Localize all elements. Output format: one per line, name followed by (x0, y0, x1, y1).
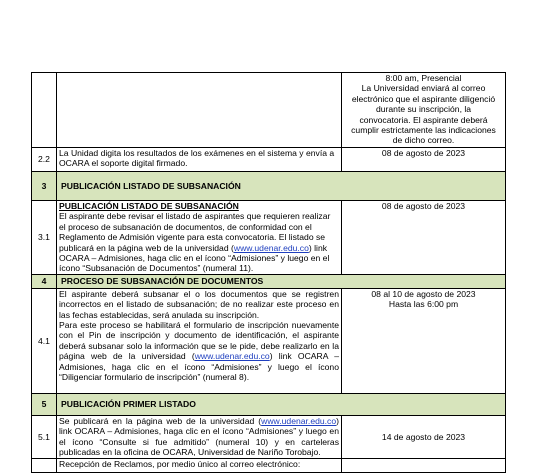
row-description (57, 201, 342, 275)
row-description (57, 415, 342, 458)
row-date: 08 de agosto de 2023 (342, 148, 506, 172)
row-text: El aspirante debe revisar el listado de aspirantes que requieren realizar el proceso de subsanación de documentos, de conformidad con el Reglamento de Admisión vigente para esta convocatoria. El listado se publicará en la página web de la universidad ( (59, 211, 331, 253)
row-date: 14 de agosto de 2023 (342, 415, 506, 458)
table-row (32, 148, 506, 172)
table-row (32, 201, 506, 275)
row-text: ) link OCARA – Admisiones, haga clic en el ícono “Admisiones” y luego en el ícono “Subsanación de Documentos” (numeral 11). (59, 242, 330, 274)
section-number: 4 (32, 274, 57, 288)
section-title: PROCESO DE SUBSANACIÓN DE DOCUMENTOS (57, 274, 506, 288)
row-text: ) link OCARA – Admisiones, haga clic en el ícono “Admisiones” y luego el ícono “Diligenciar formulario de inscripción” (numeral 8). (59, 351, 339, 383)
date-line: La Universidad enviará al correo (361, 83, 486, 94)
udenar-link[interactable]: www.udenar.edu.co (194, 351, 270, 362)
schedule-table (31, 72, 506, 473)
row-heading: PUBLICACIÓN LISTADO DE SUBSANACIÓN (59, 201, 239, 211)
row-date (342, 458, 506, 472)
udenar-link[interactable]: www.udenar.edu.co (233, 242, 309, 253)
row-number: 3.1 (32, 201, 57, 275)
date-line: cumplir estrictamente las indicaciones (351, 125, 496, 136)
row-description (57, 73, 342, 148)
row-description: La Unidad digita los resultados de los exámenes en el sistema y envía a OCARA el soporte digital firmado. (57, 148, 342, 172)
row-description: Recepción de Reclamos, por medio único al correo electrónico: (57, 458, 342, 472)
date-line: convocatoria. El aspirante deberá (359, 114, 488, 125)
date-line: de dicho correo. (392, 135, 455, 146)
table-row (32, 73, 506, 148)
date-line: durante su inscripción, la (375, 104, 472, 115)
date-line: Hasta las 6:00 pm (388, 299, 459, 310)
table-row (32, 288, 506, 393)
row-number: 2.2 (32, 148, 57, 172)
section-number: 5 (32, 393, 57, 415)
row-number (32, 73, 57, 148)
table-row (32, 415, 506, 458)
table-row (32, 458, 506, 472)
section-title: PUBLICACIÓN LISTADO DE SUBSANACIÓN (57, 172, 506, 201)
section-row (32, 172, 506, 201)
row-number (32, 458, 57, 472)
section-number: 3 (32, 172, 57, 201)
row-number: 5.1 (32, 415, 57, 458)
date-line: 8:00 am, Presencial (385, 73, 462, 83)
row-date (342, 73, 506, 148)
row-number: 4.1 (32, 288, 57, 393)
row-text: ) link OCARA – Admisiones, haga clic en el ícono “Admisiones” y luego en el ícono “Consulte si fue admitido” (numeral 10) y en carteleras publicadas en la oficina de OCARA, Universidad de Nariño Torobajo. (59, 415, 339, 458)
row-text: Se publicará en la página web de la universidad ( (59, 415, 262, 426)
row-description (57, 288, 342, 393)
section-row (32, 274, 506, 288)
udenar-link[interactable]: www.udenar.edu.co (261, 415, 337, 426)
row-paragraph: El aspirante deberá subsanar el o los documentos que se registren incorrectos en el listado de subsanación; de no realizar este proceso en las fechas establecidas, será anulada su inscripción. (59, 288, 339, 320)
row-text: Para este proceso se habilitará el formulario de inscripción nuevamente con el Pin de inscripción y documento de identificación, el aspirante deberá subsanar solo la información que se le pide, debe realizarlo en la página web de la universidad ( (59, 320, 339, 362)
section-row (32, 393, 506, 415)
row-date (342, 288, 506, 393)
row-date: 08 de agosto de 2023 (342, 201, 506, 275)
date-line: 08 al 10 de agosto de 2023 (371, 288, 476, 299)
section-title: PUBLICACIÓN PRIMER LISTADO (57, 393, 506, 415)
date-line: electrónico que el aspirante diligenció (351, 93, 496, 104)
